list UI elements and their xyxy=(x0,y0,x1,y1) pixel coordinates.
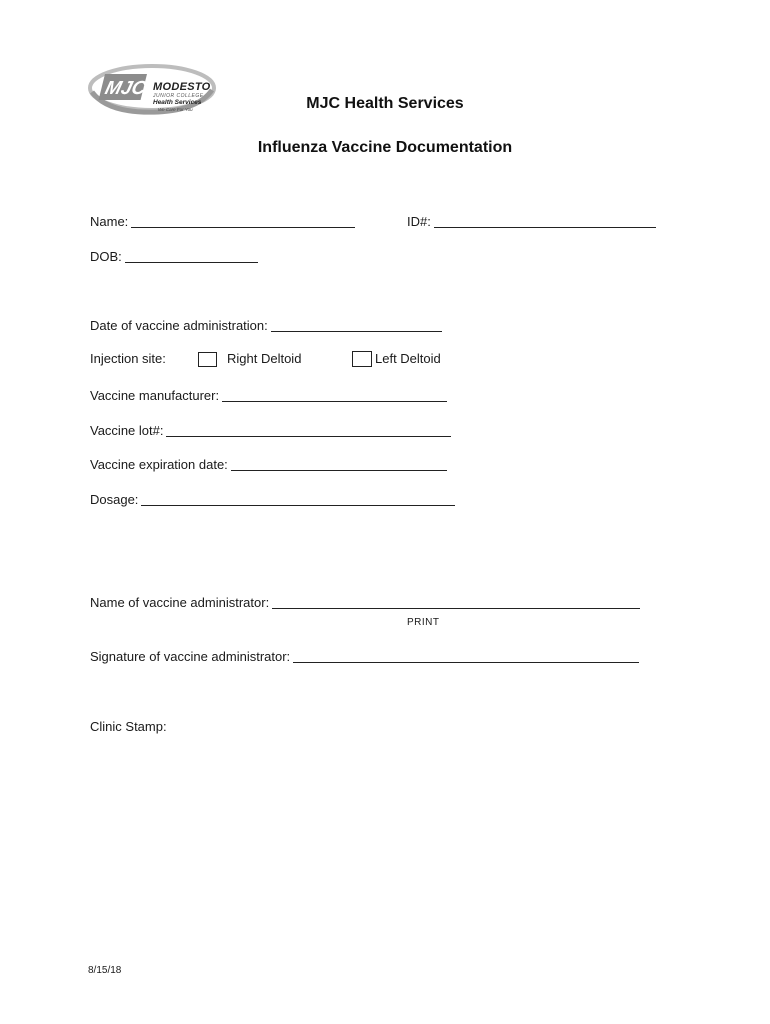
expiration-label: Vaccine expiration date: xyxy=(90,457,228,472)
dosage-input-line[interactable] xyxy=(141,493,455,506)
page-title: MJC Health Services xyxy=(306,95,464,112)
lot-field xyxy=(90,424,451,437)
clinic-stamp-field xyxy=(90,720,167,733)
id-input-line[interactable] xyxy=(434,215,656,228)
expiration-field xyxy=(90,458,447,471)
admin-date-label: Date of vaccine administration: xyxy=(90,318,268,333)
left-deltoid-checkbox[interactable] xyxy=(352,351,372,367)
manufacturer-field xyxy=(90,389,447,402)
logo-brand: MODESTO xyxy=(153,81,211,93)
logo-unit: Health Services xyxy=(153,99,202,106)
signature-input-line[interactable] xyxy=(293,650,639,663)
injection-site-label: Injection site: xyxy=(90,351,166,366)
left-deltoid-option[interactable] xyxy=(352,350,441,366)
page-subtitle: Influenza Vaccine Documentation xyxy=(257,139,513,156)
administrator-name-input-line[interactable] xyxy=(272,596,640,609)
id-field xyxy=(407,215,656,228)
administrator-name-field xyxy=(90,596,640,609)
logo-tagline: We Care For You xyxy=(158,106,193,112)
svg-text:MJC: MJC xyxy=(102,78,149,99)
administrator-name-label: Name of vaccine administrator: xyxy=(90,595,270,610)
logo-subline: JUNIOR COLLEGE xyxy=(153,93,204,99)
signature-field xyxy=(90,650,639,663)
admin-date-input-line[interactable] xyxy=(271,319,442,332)
injection-site-label-group xyxy=(90,351,166,366)
name-field xyxy=(90,215,355,228)
dob-input-line[interactable] xyxy=(125,250,258,263)
expiration-input-line[interactable] xyxy=(231,458,447,471)
right-deltoid-checkbox[interactable] xyxy=(198,352,217,367)
signature-label: Signature of vaccine administrator: xyxy=(90,649,291,664)
clinic-stamp-label: Clinic Stamp: xyxy=(90,719,167,734)
id-label: ID#: xyxy=(407,214,431,229)
name-label: Name: xyxy=(90,214,129,229)
left-deltoid-label: Left Deltoid xyxy=(375,350,441,366)
revision-date: 8/15/18 xyxy=(88,965,122,976)
dob-field xyxy=(90,250,258,263)
lot-label: Vaccine lot#: xyxy=(90,423,164,438)
right-deltoid-label: Right Deltoid xyxy=(227,351,302,366)
lot-input-line[interactable] xyxy=(166,424,451,437)
dosage-field xyxy=(90,493,455,506)
manufacturer-input-line[interactable] xyxy=(222,389,447,402)
right-deltoid-option[interactable] xyxy=(198,351,301,366)
manufacturer-label: Vaccine manufacturer: xyxy=(90,388,220,403)
print-hint: PRINT xyxy=(407,617,440,628)
dob-label: DOB: xyxy=(90,249,122,264)
admin-date-field xyxy=(90,319,442,332)
name-input-line[interactable] xyxy=(131,215,355,228)
dosage-label: Dosage: xyxy=(90,492,139,507)
